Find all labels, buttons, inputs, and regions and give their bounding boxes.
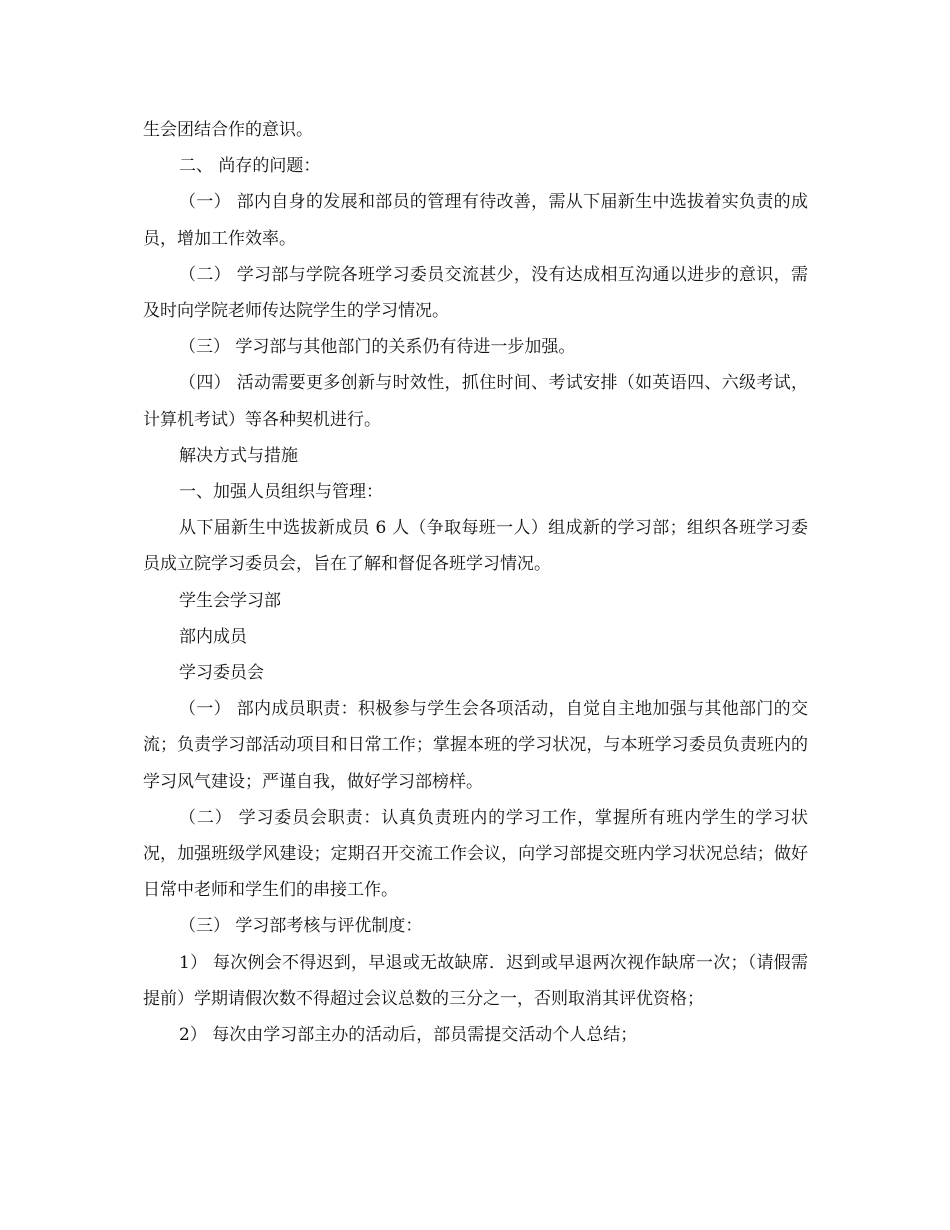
paragraph-committee-duties: （二） 学习委员会职责：认真负责班内的学习工作，掌握所有班内学生的学习状况，加强班级学风建设；定期召开交流工作会议，向学习部提交班内学习状况总结；做好日常中老师和学生们的串接工作。 [143, 807, 808, 901]
heading-solutions: 解决方式与措施 [179, 445, 298, 466]
heading-assessment: （三） 学习部考核与评优制度： [179, 916, 423, 937]
org-department-members: 部内成员 [179, 626, 247, 647]
paragraph-problem-2: （二） 学习部与学院各班学习委员交流甚少，没有达成相互沟通以进步的意识，需及时向学院老师传达院学生的学习情况。 [143, 264, 808, 322]
paragraph-problem-4: （四） 活动需要更多创新与时效性，抓住时间、考试安排（如英语四、六级考试，计算机考试）等各种契机进行。 [143, 373, 808, 430]
org-study-committee: 学习委员会 [179, 663, 264, 684]
paragraph-problem-3: （三） 学习部与其他部门的关系仍有待进一步加强。 [179, 337, 576, 358]
paragraph-member-duties: （一） 部内成员职责：积极参与学生会各项活动，自觉自主地加强与其他部门的交流；负责学习部活动项目和日常工作；掌握本班的学习状况，与本班学习委员负责班内的学习风气建设；严谨自我，做好学习部榜样。 [143, 699, 808, 792]
heading-staff-management: 一、加强人员组织与管理： [179, 482, 383, 503]
paragraph-problem-1: （一） 部内自身的发展和部员的管理有待改善，需从下届新生中选拔着实负责的成员，增加工作效率。 [143, 192, 808, 249]
rule-item-2: 2） 每次由学习部主办的活动后，部员需提交活动个人总结； [179, 1025, 638, 1046]
paragraph-new-members: 从下届新生中选拔新成员 6 人（争取每班一人）组成新的学习部；组织各班学习委员成立院学习委员会，旨在了解和督促各班学习情况。 [143, 518, 808, 575]
rule-item-1: 1） 每次例会不得迟到，早退或无故缺席．迟到或早退两次视作缺席一次；（请假需提前）学期请假次数不得超过会议总数的三分之一，否则取消其评优资格； [143, 952, 808, 1009]
org-study-department: 学生会学习部 [179, 590, 281, 611]
heading-remaining-problems: 二、 尚存的问题： [179, 156, 321, 177]
paragraph-continuation: 生会团结合作的意识。 [143, 120, 313, 140]
document-body [143, 112, 808, 1053]
